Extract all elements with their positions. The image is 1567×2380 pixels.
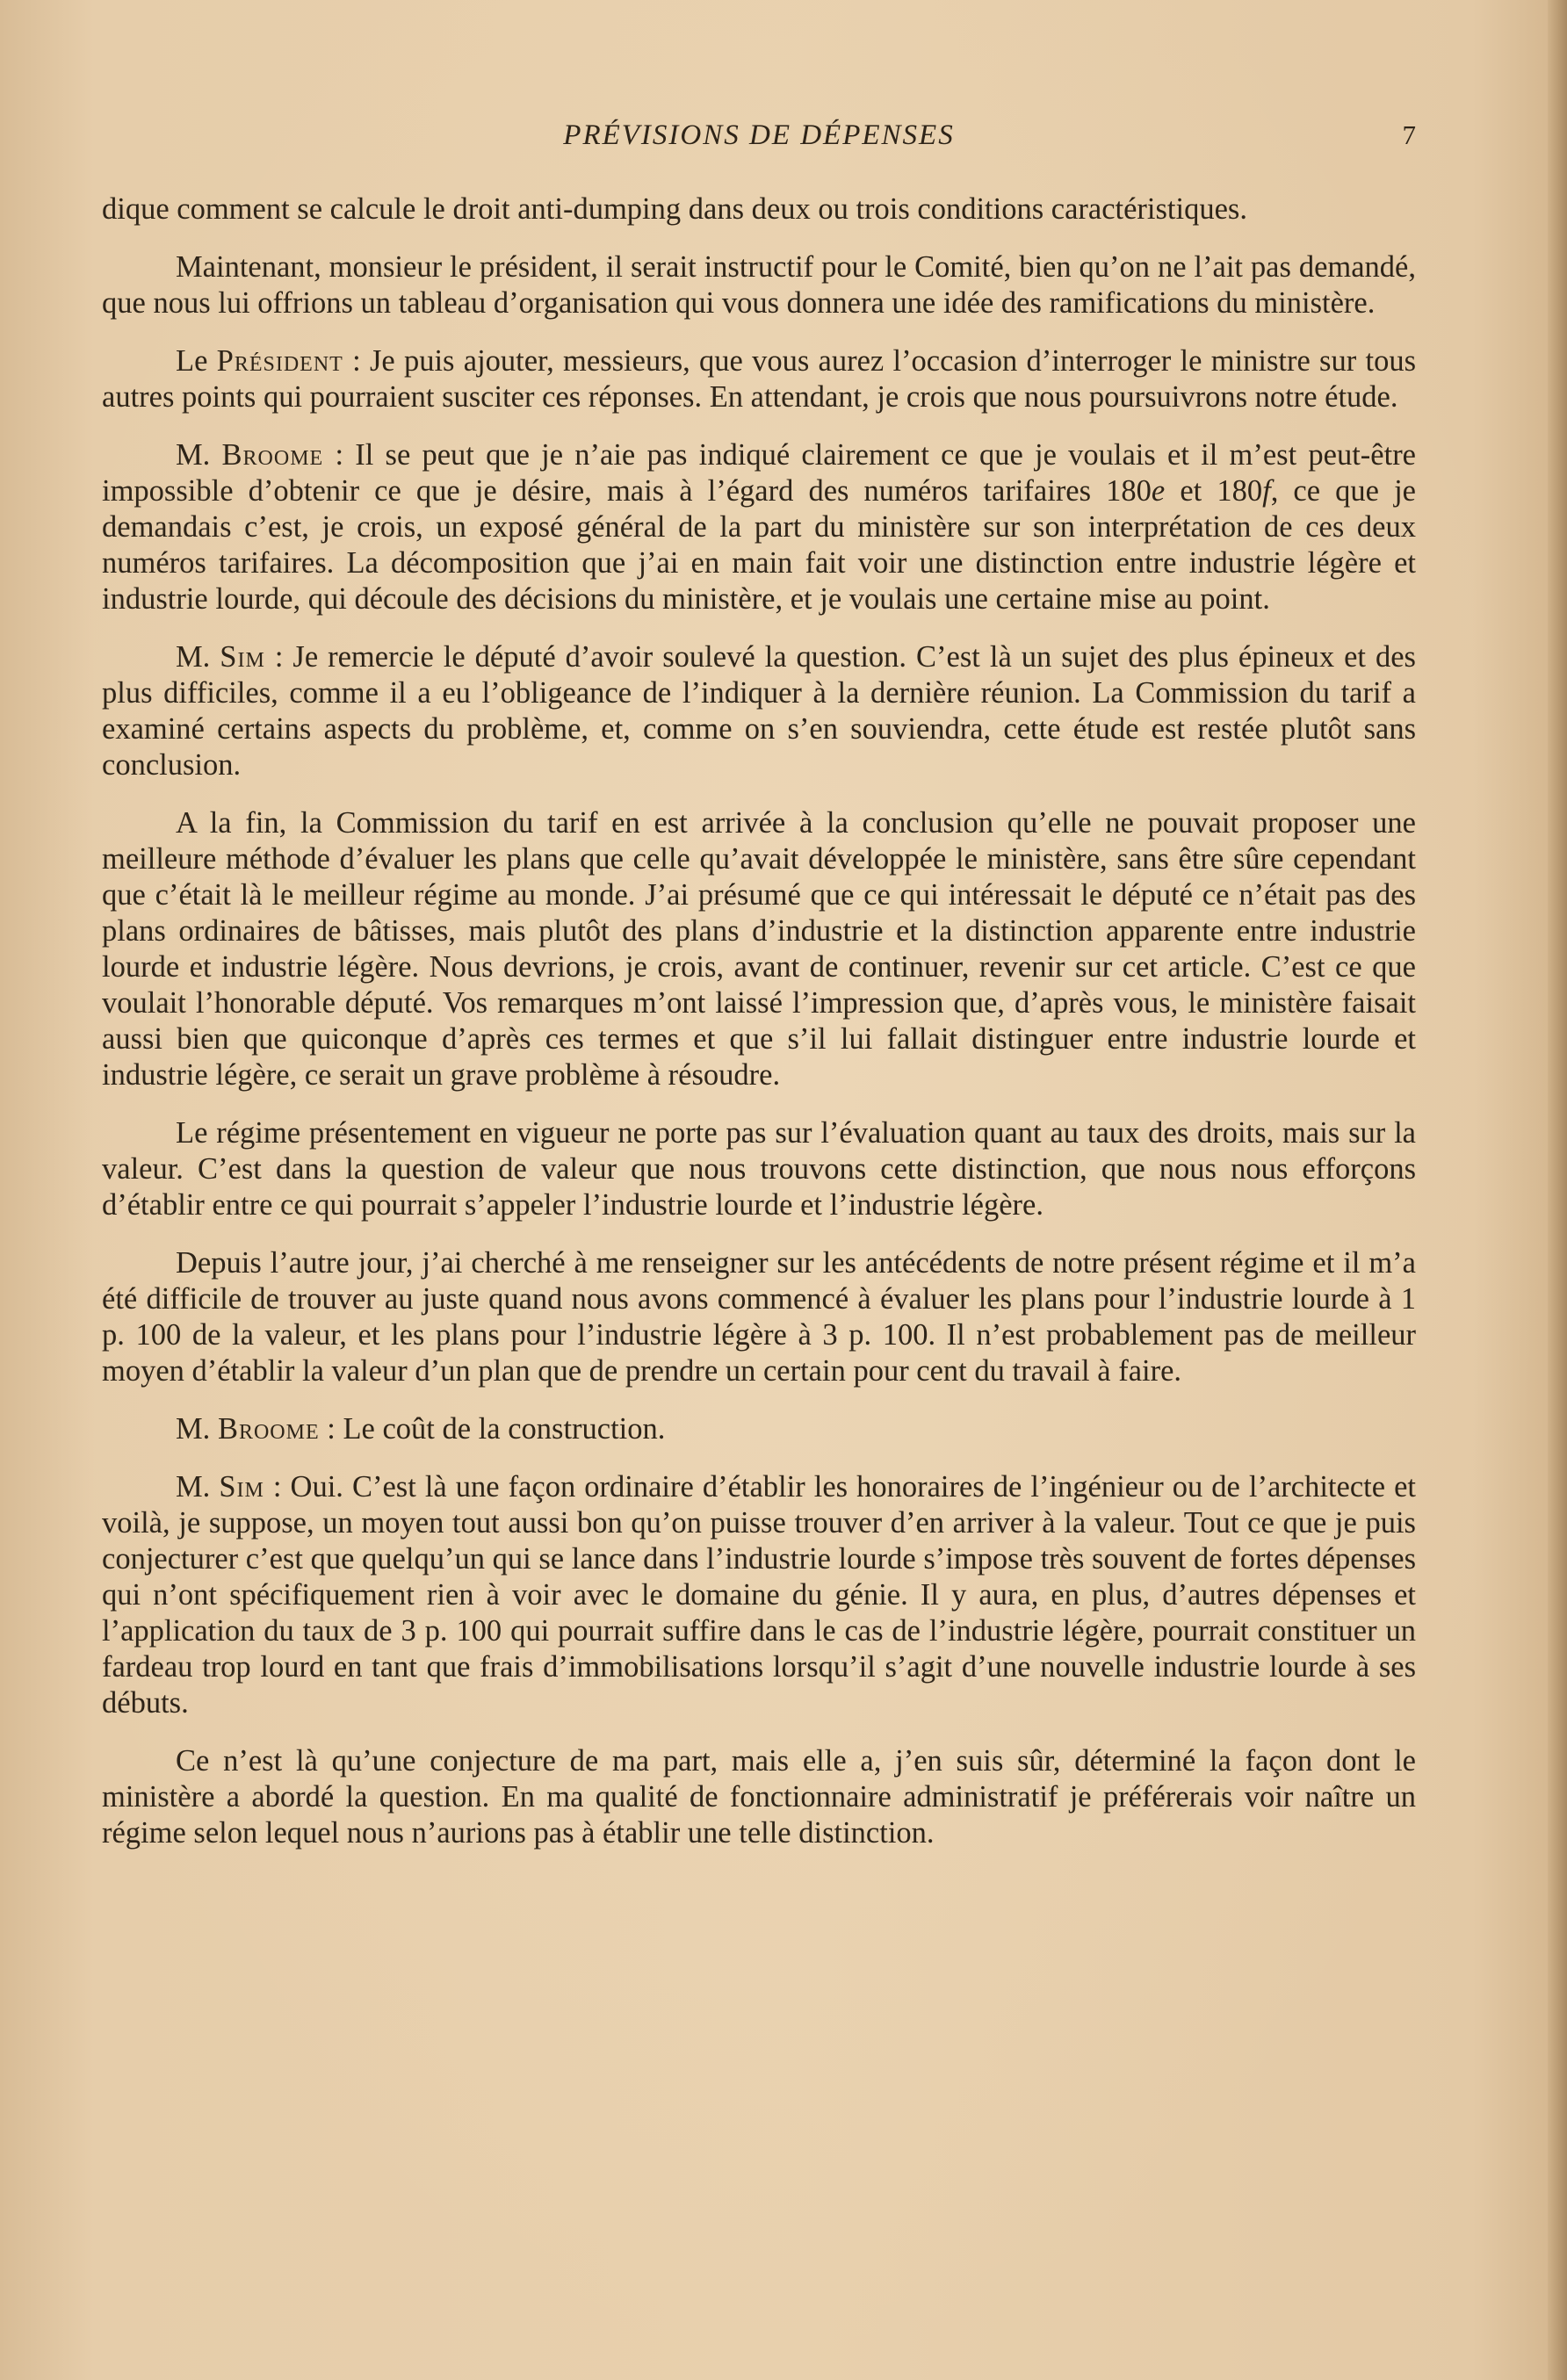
speaker-name: Broome [221, 438, 324, 472]
paragraph-text: Maintenant, monsieur le président, il serait instructif pour le Comité, bien qu’on ne l’ait pas demandé, que nous lui offrions un tableau d’organisation qui vous donnera une idée des ramifications du ministère. [102, 250, 1416, 320]
paragraph-text: A la fin, la Commission du tarif en est arrivée à la conclusion qu’elle ne pouvait proposer une meilleure méthode d’évaluer les plans que celle qu’avait développée le ministère, sans être sûre cependant que c’était là le meilleur régime au monde. J’ai présumé que ce qui intéressait le député ce n’était pas des plans ordinaires de bâtisses, mais plutôt des plans d’industrie et la distinction apparente entre industrie lourde et industrie légère. Nous devrions, je crois, avant de continuer, revenir sur cet article. C’est ce que voulait l’honorable député. Vos remarques m’ont laissé l’impression que, d’après vous, le ministère faisait aussi bien que quiconque d’après ces termes et que s’il lui fallait distinguer entre industrie lourde et industrie légère, ce serait un grave problème à résoudre. [102, 806, 1416, 1092]
tariff-suffix: f [1262, 474, 1271, 508]
paragraph-text: Ce n’est là qu’une conjecture de ma part, mais elle a, j’en suis sûr, déterminé la façon dont le ministère a abordé la question. En ma qualité de fonctionnaire administratif je préférerais voir naître un régime selon lequel nous n’aurions pas à établir une telle distinction. [102, 1744, 1416, 1850]
page-header [102, 119, 1416, 158]
paragraph-text: dique comment se calcule le droit anti-dumping dans deux ou trois conditions caractéristiques. [102, 192, 1247, 226]
speech-sim [102, 639, 1416, 783]
speech-text: : Le coût de la construction. [319, 1412, 666, 1446]
speech-text: : Il se peut que je n’aie pas indiqué clairement ce que je voulais et il m’est peut-être impossible d’obtenir ce que je désire, mais à l’égard des numéros tarifaires 180 [102, 438, 1416, 508]
speech-president [102, 343, 1416, 415]
paragraph [102, 1245, 1416, 1389]
paragraph [102, 1115, 1416, 1223]
speech-broome [102, 1411, 1416, 1447]
running-title: PRÉVISIONS DE DÉPENSES [563, 119, 955, 151]
speech-text: : Je puis ajouter, messieurs, que vous aurez l’occasion d’interroger le ministre sur tous autres points qui pourraient susciter ces réponses. En attendant, je crois que nous poursuivrons notre étude. [102, 344, 1416, 414]
speech-text: , ce que je demandais c’est, je crois, un exposé général de la part du ministère sur son interprétation de ces deux numéros tarifaires. La décomposition que j’ai en main fait voir une distinction entre industrie légère et industrie lourde, qui découle des décisions du ministère, et je voulais une certaine mise au point. [102, 474, 1416, 616]
speaker-prefix: Le [176, 344, 217, 378]
speaker-name: Sim [219, 1470, 264, 1504]
speaker-prefix: M. [176, 1470, 220, 1504]
paragraph-text: Le régime présentement en vigueur ne porte pas sur l’évaluation quant au taux des droits, mais sur la valeur. C’est dans la question de valeur que nous trouvons cette distinction, que nous nous efforçons d’établir entre ce qui pourrait s’appeler l’industrie lourde et l’industrie légère. [102, 1116, 1416, 1222]
paragraph [102, 249, 1416, 321]
body-text [102, 191, 1416, 1873]
speaker-prefix: M. [176, 438, 222, 472]
page-edge [1548, 0, 1567, 2380]
page-number: 7 [1402, 119, 1416, 150]
speaker-name: Sim [220, 640, 265, 674]
speech-text: : Je remercie le député d’avoir soulevé la question. C’est là un sujet des plus épineux et des plus difficiles, comme il a eu l’obligeance de l’indiquer à la dernière réunion. La Commission du tarif a examiné certains aspects du problème, et, comme on s’en souviendra, cette étude est restée plutôt sans conclusion. [102, 640, 1416, 782]
speech-sim [102, 1469, 1416, 1721]
speaker-prefix: M. [176, 1412, 218, 1446]
speech-broome [102, 437, 1416, 617]
paragraph-continuation [102, 191, 1416, 227]
paragraph [102, 805, 1416, 1093]
tariff-suffix: e [1151, 474, 1166, 508]
paragraph [102, 1743, 1416, 1851]
speech-text: : Oui. C’est là une façon ordinaire d’établir les honoraires de l’ingénieur ou de l’architecte et voilà, je suppose, un moyen tout aussi bon qu’on puisse trouver d’en arriver à la valeur. Tout ce que je puis conjecturer c’est que quelqu’un qui se lance dans l’industrie lourde s’impose très souvent de fortes dépenses qui n’ont spécifiquement rien à voir avec le domaine du génie. Il y aura, en plus, d’autres dépenses et l’application du taux de 3 p. 100 qui pourrait suffire dans le cas de l’industrie légère, pourrait constituer un fardeau trop lourd en tant que frais d’immobilisations lorsqu’il s’agit d’une nouvelle industrie lourde à ses débuts. [102, 1470, 1416, 1720]
speaker-name: Broome [217, 1412, 320, 1446]
speaker-prefix: M. [176, 640, 220, 674]
paragraph-text: Depuis l’autre jour, j’ai cherché à me renseigner sur les antécédents de notre présent régime et il m’a été difficile de trouver au juste quand nous avons commencé à évaluer les plans pour l’industrie lourde à 1 p. 100 de la valeur, et les plans pour l’industrie légère à 3 p. 100. Il n’est probablement pas de meilleur moyen d’établir la valeur d’un plan que de prendre un certain pour cent du travail à faire. [102, 1246, 1416, 1388]
speech-text: et 180 [1165, 474, 1263, 508]
speaker-name: Président [216, 344, 343, 378]
